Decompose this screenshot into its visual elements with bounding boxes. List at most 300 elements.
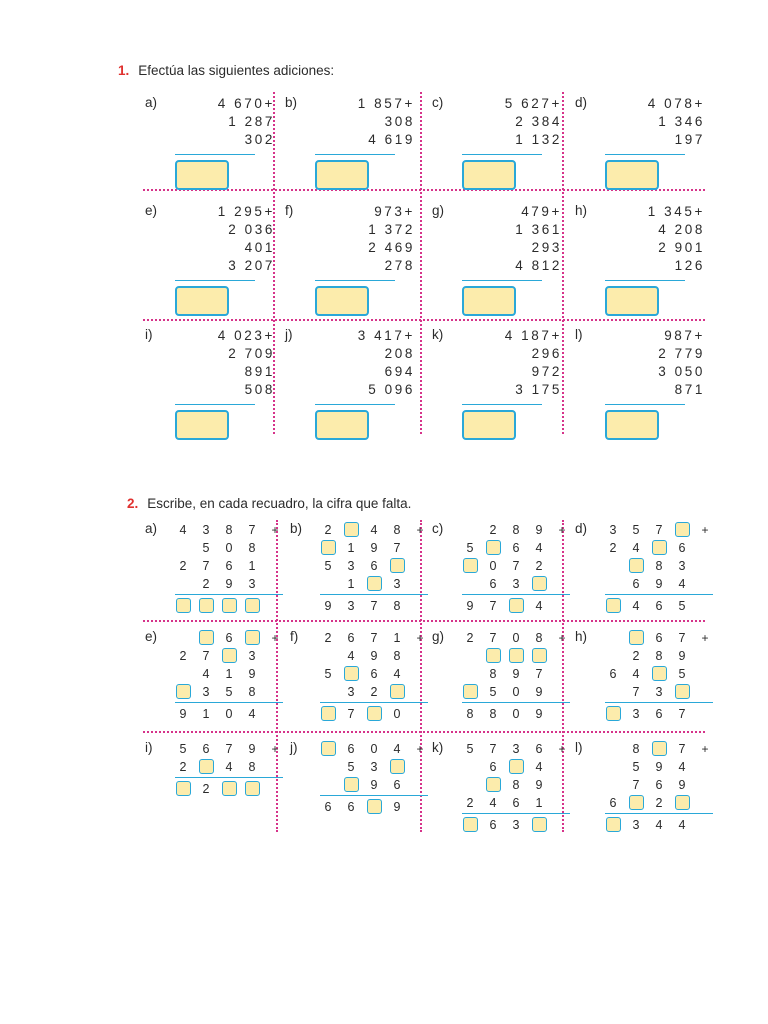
digit: 8 xyxy=(512,778,520,792)
missing-digit-box[interactable] xyxy=(509,598,524,613)
digit: 9 xyxy=(655,760,663,774)
plus-sign: + xyxy=(416,523,424,537)
digit-row xyxy=(605,816,717,834)
digit-row xyxy=(175,740,287,758)
addend: 891 xyxy=(244,364,275,379)
digit: 5 xyxy=(489,685,497,699)
digit: 2 xyxy=(202,577,210,591)
digit: 6 xyxy=(347,742,355,756)
answer-box[interactable] xyxy=(462,160,516,190)
addend: 401 xyxy=(244,240,275,255)
digit-row xyxy=(175,575,287,593)
addend: 4 187+ xyxy=(504,328,562,343)
digit-row xyxy=(320,758,432,776)
digit: 3 xyxy=(347,559,355,573)
digit: 0 xyxy=(393,707,401,721)
digit: 4 xyxy=(535,541,543,555)
digit: 2 xyxy=(179,649,187,663)
addend: 973+ xyxy=(374,204,415,219)
missing-digit-box[interactable] xyxy=(245,630,260,645)
digit-row xyxy=(462,665,574,683)
digit: 2 xyxy=(324,523,332,537)
digit: 1 xyxy=(225,667,233,681)
digit-row xyxy=(175,758,287,776)
missing-digit-box[interactable] xyxy=(606,817,621,832)
problem-label: l) xyxy=(575,740,583,755)
missing-digit-box[interactable] xyxy=(532,648,547,663)
missing-digit-box[interactable] xyxy=(486,648,501,663)
answer-box[interactable] xyxy=(462,286,516,316)
digit: 9 xyxy=(535,523,543,537)
missing-digit-box[interactable] xyxy=(390,558,405,573)
addend: 1 295+ xyxy=(217,204,275,219)
missing-digit-box[interactable] xyxy=(463,558,478,573)
digit: 9 xyxy=(512,667,520,681)
digit: 8 xyxy=(489,667,497,681)
section1-number: 1. xyxy=(118,63,130,78)
sum-line xyxy=(462,702,570,703)
sum-line xyxy=(605,404,685,405)
digit-row xyxy=(462,557,574,575)
digit-row xyxy=(605,629,717,647)
digit-row xyxy=(320,798,432,816)
digit: 3 xyxy=(202,523,210,537)
missing-digit-box[interactable] xyxy=(245,781,260,796)
missing-digit-box[interactable] xyxy=(675,795,690,810)
addend: 208 xyxy=(384,346,415,361)
missing-digit-box[interactable] xyxy=(245,598,260,613)
missing-digit-box[interactable] xyxy=(675,684,690,699)
digit: 9 xyxy=(248,742,256,756)
addend: 1 857+ xyxy=(357,96,415,111)
digit: 7 xyxy=(248,523,256,537)
digit: 5 xyxy=(466,742,474,756)
digit: 7 xyxy=(678,707,686,721)
digit: 8 xyxy=(489,707,497,721)
missing-digit-box[interactable] xyxy=(606,706,621,721)
missing-digit-box[interactable] xyxy=(344,666,359,681)
digit: 7 xyxy=(678,631,686,645)
missing-digit-box[interactable] xyxy=(321,741,336,756)
digit: 9 xyxy=(370,541,378,555)
digit-row xyxy=(605,575,717,593)
addend: 508 xyxy=(244,382,275,397)
digit: 2 xyxy=(632,649,640,663)
missing-digit-box[interactable] xyxy=(463,684,478,699)
plus-sign: + xyxy=(558,631,566,645)
digit: 3 xyxy=(248,649,256,663)
missing-digit-box[interactable] xyxy=(486,540,501,555)
digit: 7 xyxy=(632,778,640,792)
digit: 9 xyxy=(393,800,401,814)
digit: 6 xyxy=(609,667,617,681)
sum-line xyxy=(175,404,255,405)
sum-line xyxy=(605,813,713,814)
digit: 0 xyxy=(489,559,497,573)
digit: 2 xyxy=(489,523,497,537)
missing-digit-box[interactable] xyxy=(344,777,359,792)
missing-digit-box[interactable] xyxy=(367,706,382,721)
sum-line xyxy=(175,154,255,155)
digit-row xyxy=(462,597,574,615)
missing-digit-box[interactable] xyxy=(532,576,547,591)
digit-row xyxy=(175,647,287,665)
digit: 6 xyxy=(347,800,355,814)
digit: 7 xyxy=(347,707,355,721)
digit: 4 xyxy=(248,707,256,721)
missing-digit-box[interactable] xyxy=(629,795,644,810)
addend: 2 901 xyxy=(658,240,705,255)
missing-digit-box[interactable] xyxy=(344,522,359,537)
digit: 7 xyxy=(632,685,640,699)
digit: 2 xyxy=(324,631,332,645)
missing-digit-box[interactable] xyxy=(321,706,336,721)
digit-row xyxy=(175,629,287,647)
plus-sign: + xyxy=(558,523,566,537)
digit-row xyxy=(605,597,717,615)
digit: 3 xyxy=(632,707,640,721)
missing-digit-box[interactable] xyxy=(463,817,478,832)
digit-row xyxy=(462,539,574,557)
addend: 1 372 xyxy=(368,222,415,237)
digit: 3 xyxy=(512,577,520,591)
digit-row xyxy=(175,665,287,683)
digit-row xyxy=(462,683,574,701)
digit-row xyxy=(175,705,287,723)
row-separator xyxy=(143,319,705,321)
plus-sign: + xyxy=(701,523,709,537)
digit: 0 xyxy=(370,742,378,756)
sum-line xyxy=(320,795,428,796)
addend: 296 xyxy=(531,346,562,361)
digit: 9 xyxy=(535,778,543,792)
missing-digit-box[interactable] xyxy=(199,630,214,645)
sum-line xyxy=(605,280,685,281)
digit-row xyxy=(320,575,432,593)
digit: 8 xyxy=(393,523,401,537)
digit: 4 xyxy=(678,577,686,591)
addend: 4 208 xyxy=(658,222,705,237)
digit: 6 xyxy=(655,599,663,613)
answer-box[interactable] xyxy=(605,410,659,440)
missing-digit-box[interactable] xyxy=(176,781,191,796)
digit: 9 xyxy=(225,577,233,591)
digit-row xyxy=(462,794,574,812)
problem-label: f) xyxy=(290,629,299,644)
section2-title: Escribe, en cada recuadro, la cifra que falta. xyxy=(147,496,412,511)
row-separator xyxy=(143,731,705,733)
digit-row xyxy=(605,758,717,776)
digit: 6 xyxy=(370,667,378,681)
digit: 5 xyxy=(324,667,332,681)
sum-line xyxy=(315,280,395,281)
plus-sign: + xyxy=(701,742,709,756)
problem-label: c) xyxy=(432,95,444,110)
digit: 2 xyxy=(609,541,617,555)
digit: 3 xyxy=(678,559,686,573)
digit: 3 xyxy=(202,685,210,699)
digit: 6 xyxy=(489,818,497,832)
missing-digit-box[interactable] xyxy=(509,648,524,663)
problem-label: k) xyxy=(432,327,444,342)
plus-sign: + xyxy=(271,523,279,537)
missing-digit-box[interactable] xyxy=(652,666,667,681)
sum-line xyxy=(315,154,395,155)
missing-digit-box[interactable] xyxy=(222,598,237,613)
missing-digit-box[interactable] xyxy=(367,576,382,591)
answer-box[interactable] xyxy=(605,286,659,316)
sum-line xyxy=(605,702,713,703)
digit: 3 xyxy=(393,577,401,591)
digit: 6 xyxy=(609,796,617,810)
digit: 5 xyxy=(225,685,233,699)
digit-row xyxy=(175,683,287,701)
digit: 7 xyxy=(489,599,497,613)
digit-row xyxy=(605,794,717,812)
digit: 7 xyxy=(393,541,401,555)
digit: 3 xyxy=(347,685,355,699)
plus-sign: + xyxy=(416,631,424,645)
digit: 7 xyxy=(489,631,497,645)
addend: 3 050 xyxy=(658,364,705,379)
digit: 6 xyxy=(535,742,543,756)
digit: 3 xyxy=(609,523,617,537)
digit: 2 xyxy=(466,631,474,645)
missing-digit-box[interactable] xyxy=(176,684,191,699)
digit-row xyxy=(462,575,574,593)
digit-row xyxy=(605,705,717,723)
column-separator xyxy=(562,92,564,434)
answer-box[interactable] xyxy=(175,410,229,440)
digit-row xyxy=(605,539,717,557)
addend: 972 xyxy=(531,364,562,379)
digit: 5 xyxy=(179,742,187,756)
digit: 4 xyxy=(632,667,640,681)
missing-digit-box[interactable] xyxy=(629,630,644,645)
answer-box[interactable] xyxy=(315,286,369,316)
digit-row xyxy=(462,647,574,665)
digit-row xyxy=(320,740,432,758)
digit: 6 xyxy=(225,631,233,645)
addend: 5 627+ xyxy=(504,96,562,111)
answer-box[interactable] xyxy=(175,286,229,316)
digit: 5 xyxy=(678,599,686,613)
digit: 2 xyxy=(179,760,187,774)
digit: 8 xyxy=(655,559,663,573)
plus-sign: + xyxy=(416,742,424,756)
missing-digit-box[interactable] xyxy=(390,684,405,699)
digit: 3 xyxy=(248,577,256,591)
missing-digit-box[interactable] xyxy=(222,648,237,663)
addend: 1 346 xyxy=(658,114,705,129)
sum-line xyxy=(605,154,685,155)
digit: 6 xyxy=(632,577,640,591)
digit: 2 xyxy=(202,782,210,796)
missing-digit-box[interactable] xyxy=(675,522,690,537)
digit: 8 xyxy=(393,599,401,613)
problem-label: f) xyxy=(285,203,294,218)
digit: 6 xyxy=(202,742,210,756)
digit: 8 xyxy=(512,523,520,537)
digit: 9 xyxy=(370,649,378,663)
digit: 9 xyxy=(678,649,686,663)
digit: 8 xyxy=(393,649,401,663)
digit-row xyxy=(605,683,717,701)
digit-row xyxy=(605,557,717,575)
addend: 3 207 xyxy=(228,258,275,273)
digit: 4 xyxy=(655,818,663,832)
plus-sign: + xyxy=(271,631,279,645)
problem-label: j) xyxy=(285,327,293,342)
digit: 0 xyxy=(512,707,520,721)
digit: 6 xyxy=(370,559,378,573)
digit: 9 xyxy=(466,599,474,613)
digit-row xyxy=(462,776,574,794)
missing-digit-box[interactable] xyxy=(222,781,237,796)
missing-digit-box[interactable] xyxy=(176,598,191,613)
digit: 2 xyxy=(370,685,378,699)
problem-label: e) xyxy=(145,203,158,218)
addend: 2 779 xyxy=(658,346,705,361)
addend: 308 xyxy=(384,114,415,129)
digit: 7 xyxy=(655,523,663,537)
missing-digit-box[interactable] xyxy=(199,759,214,774)
digit: 9 xyxy=(248,667,256,681)
digit: 8 xyxy=(535,631,543,645)
column-separator xyxy=(420,92,422,434)
addend: 1 132 xyxy=(515,132,562,147)
missing-digit-box[interactable] xyxy=(199,598,214,613)
sum-line xyxy=(175,777,283,778)
answer-box[interactable] xyxy=(315,160,369,190)
digit-row xyxy=(320,521,432,539)
missing-digit-box[interactable] xyxy=(652,540,667,555)
answer-box[interactable] xyxy=(462,410,516,440)
digit: 6 xyxy=(489,577,497,591)
digit-row xyxy=(462,758,574,776)
digit: 6 xyxy=(489,760,497,774)
digit-row xyxy=(175,597,287,615)
missing-digit-box[interactable] xyxy=(532,817,547,832)
digit: 1 xyxy=(347,541,355,555)
digit: 4 xyxy=(393,667,401,681)
problem-label: c) xyxy=(432,521,444,536)
sum-line xyxy=(175,594,283,595)
digit: 2 xyxy=(179,559,187,573)
digit: 5 xyxy=(632,523,640,537)
missing-digit-box[interactable] xyxy=(486,777,501,792)
digit: 4 xyxy=(370,523,378,537)
missing-digit-box[interactable] xyxy=(509,759,524,774)
digit-row xyxy=(175,557,287,575)
missing-digit-box[interactable] xyxy=(321,540,336,555)
row-separator xyxy=(143,620,705,622)
digit: 1 xyxy=(248,559,256,573)
digit: 6 xyxy=(655,778,663,792)
digit: 6 xyxy=(393,778,401,792)
problem-label: i) xyxy=(145,740,153,755)
missing-digit-box[interactable] xyxy=(652,741,667,756)
addend: 1 287 xyxy=(228,114,275,129)
addend: 278 xyxy=(384,258,415,273)
addend: 1 361 xyxy=(515,222,562,237)
problem-label: e) xyxy=(145,629,158,644)
answer-box[interactable] xyxy=(175,160,229,190)
digit: 1 xyxy=(535,796,543,810)
addend: 2 036 xyxy=(228,222,275,237)
digit-row xyxy=(605,740,717,758)
digit-row xyxy=(462,705,574,723)
problem-label: g) xyxy=(432,203,445,218)
digit: 8 xyxy=(655,649,663,663)
digit: 4 xyxy=(393,742,401,756)
problem-label: a) xyxy=(145,521,158,536)
section1-heading xyxy=(118,63,334,78)
digit-row xyxy=(175,539,287,557)
section2-heading xyxy=(127,496,411,511)
sum-line xyxy=(605,594,713,595)
addend: 4 619 xyxy=(368,132,415,147)
digit: 6 xyxy=(678,541,686,555)
answer-box[interactable] xyxy=(315,410,369,440)
digit: 6 xyxy=(512,541,520,555)
missing-digit-box[interactable] xyxy=(367,799,382,814)
digit: 5 xyxy=(678,667,686,681)
digit: 8 xyxy=(466,707,474,721)
digit: 8 xyxy=(248,685,256,699)
answer-box[interactable] xyxy=(605,160,659,190)
problem-label: j) xyxy=(290,740,298,755)
addend: 302 xyxy=(244,132,275,147)
missing-digit-box[interactable] xyxy=(390,759,405,774)
digit: 4 xyxy=(632,599,640,613)
digit: 6 xyxy=(225,559,233,573)
digit: 4 xyxy=(347,649,355,663)
digit: 9 xyxy=(535,685,543,699)
digit: 0 xyxy=(225,541,233,555)
problem-label: i) xyxy=(145,327,153,342)
missing-digit-box[interactable] xyxy=(606,598,621,613)
problem-label: a) xyxy=(145,95,158,110)
problem-label: g) xyxy=(432,629,445,644)
digit: 6 xyxy=(347,631,355,645)
digit: 8 xyxy=(248,760,256,774)
plus-sign: + xyxy=(701,631,709,645)
problem-label: h) xyxy=(575,203,588,218)
digit: 9 xyxy=(179,707,187,721)
digit-row xyxy=(605,647,717,665)
digit: 4 xyxy=(225,760,233,774)
digit: 7 xyxy=(370,631,378,645)
digit: 5 xyxy=(347,760,355,774)
missing-digit-box[interactable] xyxy=(629,558,644,573)
digit-row xyxy=(320,557,432,575)
digit: 4 xyxy=(678,760,686,774)
digit: 6 xyxy=(655,631,663,645)
sum-line xyxy=(462,813,570,814)
addend: 126 xyxy=(674,258,705,273)
addend: 4 078+ xyxy=(647,96,705,111)
digit: 6 xyxy=(512,796,520,810)
digit-row xyxy=(605,776,717,794)
sum-line xyxy=(462,404,542,405)
digit: 5 xyxy=(324,559,332,573)
digit: 7 xyxy=(489,742,497,756)
digit-row xyxy=(320,539,432,557)
addend: 4 812 xyxy=(515,258,562,273)
addend: 987+ xyxy=(664,328,705,343)
digit: 3 xyxy=(655,685,663,699)
